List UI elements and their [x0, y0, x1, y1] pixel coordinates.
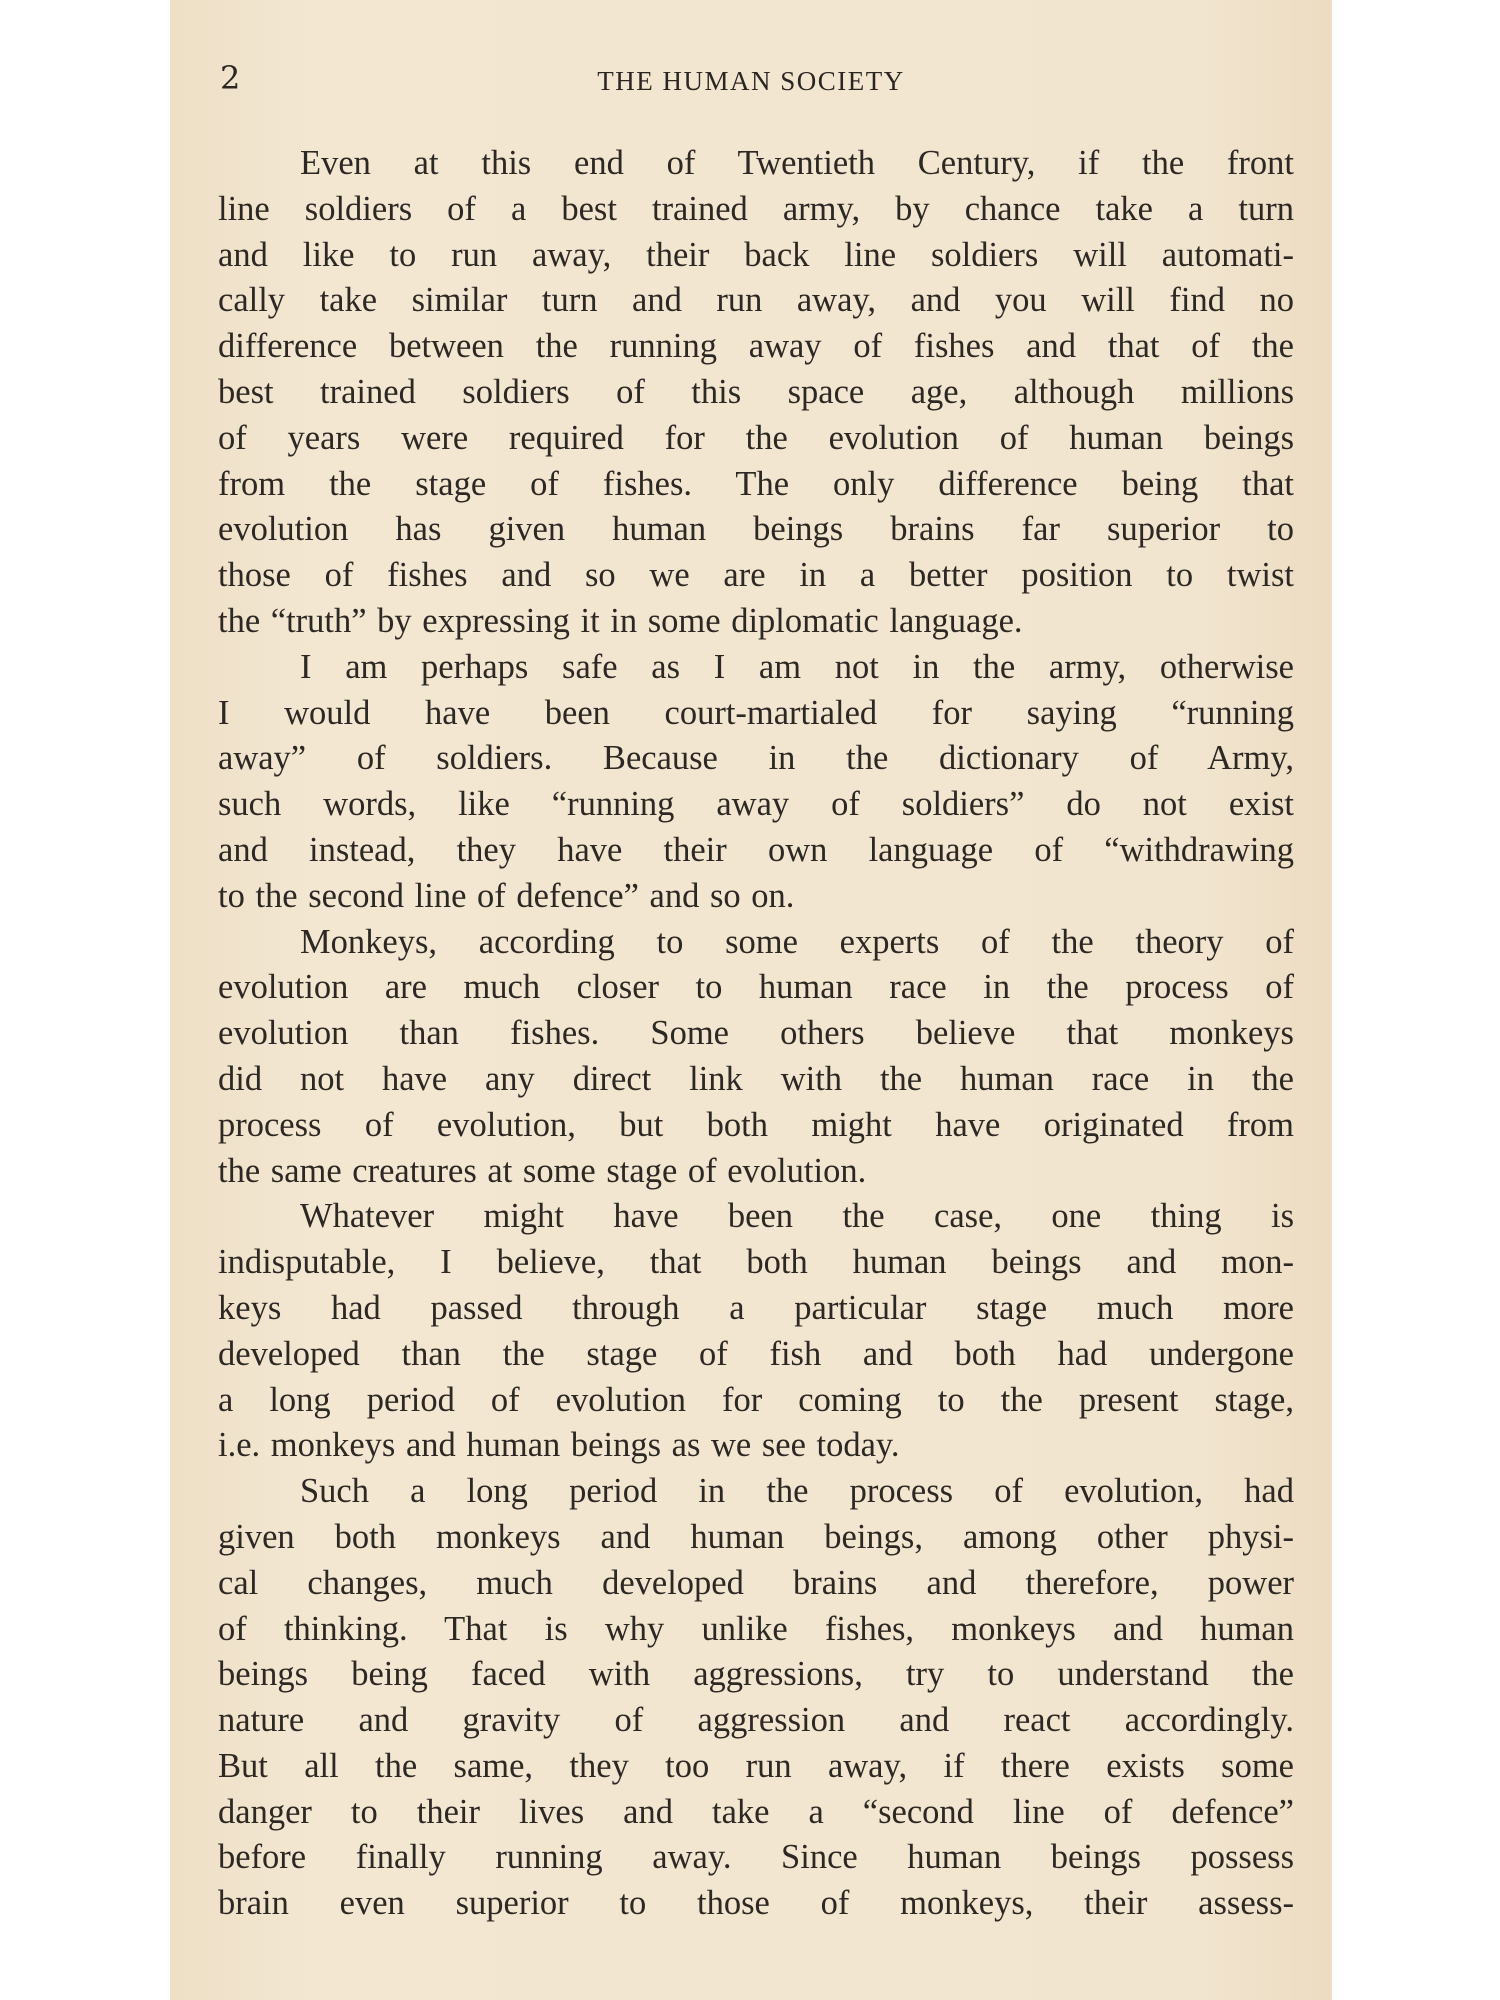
text-line: danger to their lives and take a “second line of defence” [218, 1792, 1294, 1831]
paragraph [218, 1469, 1294, 1927]
page-number: 2 [220, 59, 241, 97]
text-line: did not have any direct link with the human race in the [218, 1059, 1294, 1098]
text-line: nature and gravity of aggression and react accordingly. [218, 1701, 1294, 1740]
body-text [218, 141, 1294, 1927]
text-line: such words, like “running away of soldiers” do not exist [218, 785, 1294, 824]
text-line: of thinking. That is why unlike fishes, monkeys and human [218, 1609, 1294, 1648]
text-line: away” of soldiers. Because in the dictionary of Army, [218, 739, 1294, 778]
text-line: But all the same, they too run away, if there exists some [218, 1746, 1294, 1785]
paragraph [218, 1194, 1294, 1469]
text-line: from the stage of fishes. The only difference being that [218, 464, 1294, 503]
text-line: to the second line of defence” and so on. [218, 876, 795, 915]
text-line: and instead, they have their own language of “withdrawing [218, 830, 1294, 869]
running-title: THE HUMAN SOCIETY [597, 66, 905, 96]
text-line: those of fishes and so we are in a better position to twist [218, 556, 1294, 595]
text-line: evolution than fishes. Some others believe that monkeys [218, 1014, 1294, 1053]
text-line: brain even superior to those of monkeys, their assess- [218, 1884, 1294, 1923]
paragraph [218, 920, 1294, 1195]
text-line: keys had passed through a particular stage much more [218, 1288, 1294, 1327]
text-line: Whatever might have been the case, one thing is [300, 1197, 1294, 1236]
text-line: beings being faced with aggressions, try to understand the [218, 1655, 1294, 1694]
text-line: difference between the running away of fishes and that of the [218, 327, 1294, 366]
text-line: best trained soldiers of this space age, although millions [218, 372, 1294, 411]
text-line: evolution are much closer to human race in the process of [218, 968, 1294, 1007]
text-line: cally take similar turn and run away, and you will find no [218, 281, 1294, 320]
text-line: line soldiers of a best trained army, by chance take a turn [218, 189, 1294, 228]
paragraph [218, 141, 1294, 645]
text-line: I would have been court-martialed for saying “running [218, 693, 1294, 732]
text-line: Such a long period in the process of evolution, had [300, 1472, 1294, 1511]
text-line: the “truth” by expressing it in some diplomatic language. [218, 601, 1023, 640]
text-line: process of evolution, but both might have originated from [218, 1105, 1294, 1144]
text-line: and like to run away, their back line soldiers will automati- [218, 235, 1294, 274]
text-line: Monkeys, according to some experts of the theory of [300, 922, 1294, 961]
text-line: cal changes, much developed brains and therefore, power [218, 1563, 1294, 1602]
text-line: developed than the stage of fish and both had undergone [218, 1334, 1294, 1373]
text-line: I am perhaps safe as I am not in the army, otherwise [300, 647, 1294, 686]
text-line: before finally running away. Since human beings possess [218, 1838, 1294, 1877]
running-header [170, 58, 1332, 108]
paragraph [218, 645, 1294, 920]
book-page [170, 0, 1332, 2000]
text-line: the same creatures at some stage of evolution. [218, 1151, 867, 1190]
text-line: Even at this end of Twentieth Century, if the front [300, 144, 1294, 182]
text-line: of years were required for the evolution of human beings [218, 418, 1294, 457]
text-line: evolution has given human beings brains far superior to [218, 510, 1294, 549]
text-line: indisputable, I believe, that both human beings and mon- [218, 1243, 1294, 1282]
text-line: given both monkeys and human beings, among other physi- [218, 1517, 1294, 1556]
text-line: a long period of evolution for coming to the present stage, [218, 1380, 1294, 1419]
text-line: i.e. monkeys and human beings as we see today. [218, 1426, 900, 1465]
